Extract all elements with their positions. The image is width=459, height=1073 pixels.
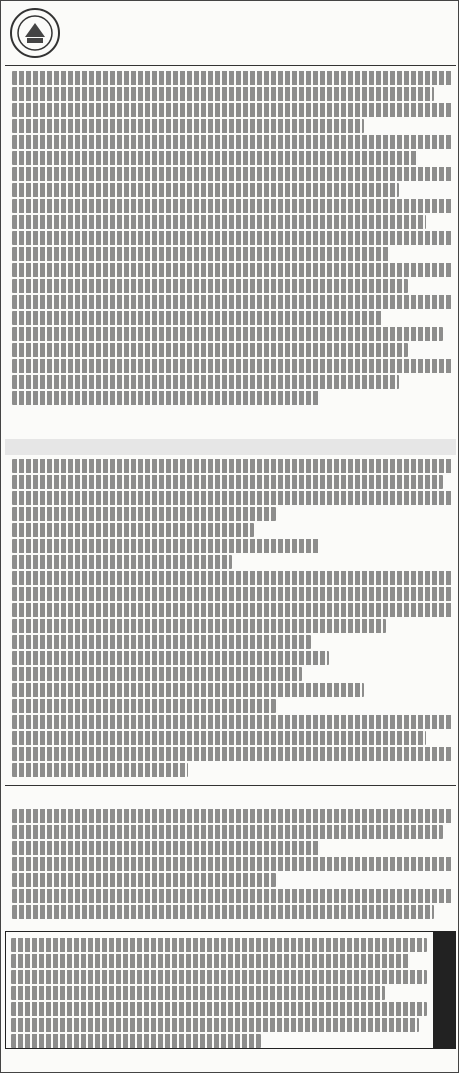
state-emblem-icon xyxy=(9,7,61,59)
description-band xyxy=(5,439,456,455)
notes-text xyxy=(11,938,427,1050)
notes-side-label xyxy=(433,932,455,1048)
parties-text xyxy=(12,71,452,407)
notice-header xyxy=(1,1,459,67)
conditions-divider xyxy=(5,785,456,786)
notice-title xyxy=(90,35,450,59)
header-divider xyxy=(5,65,456,66)
notes-box xyxy=(5,931,456,1049)
description-text xyxy=(12,459,452,779)
conditions-text xyxy=(12,809,452,921)
signature-line xyxy=(150,1053,450,1069)
ministry-name xyxy=(90,5,450,35)
